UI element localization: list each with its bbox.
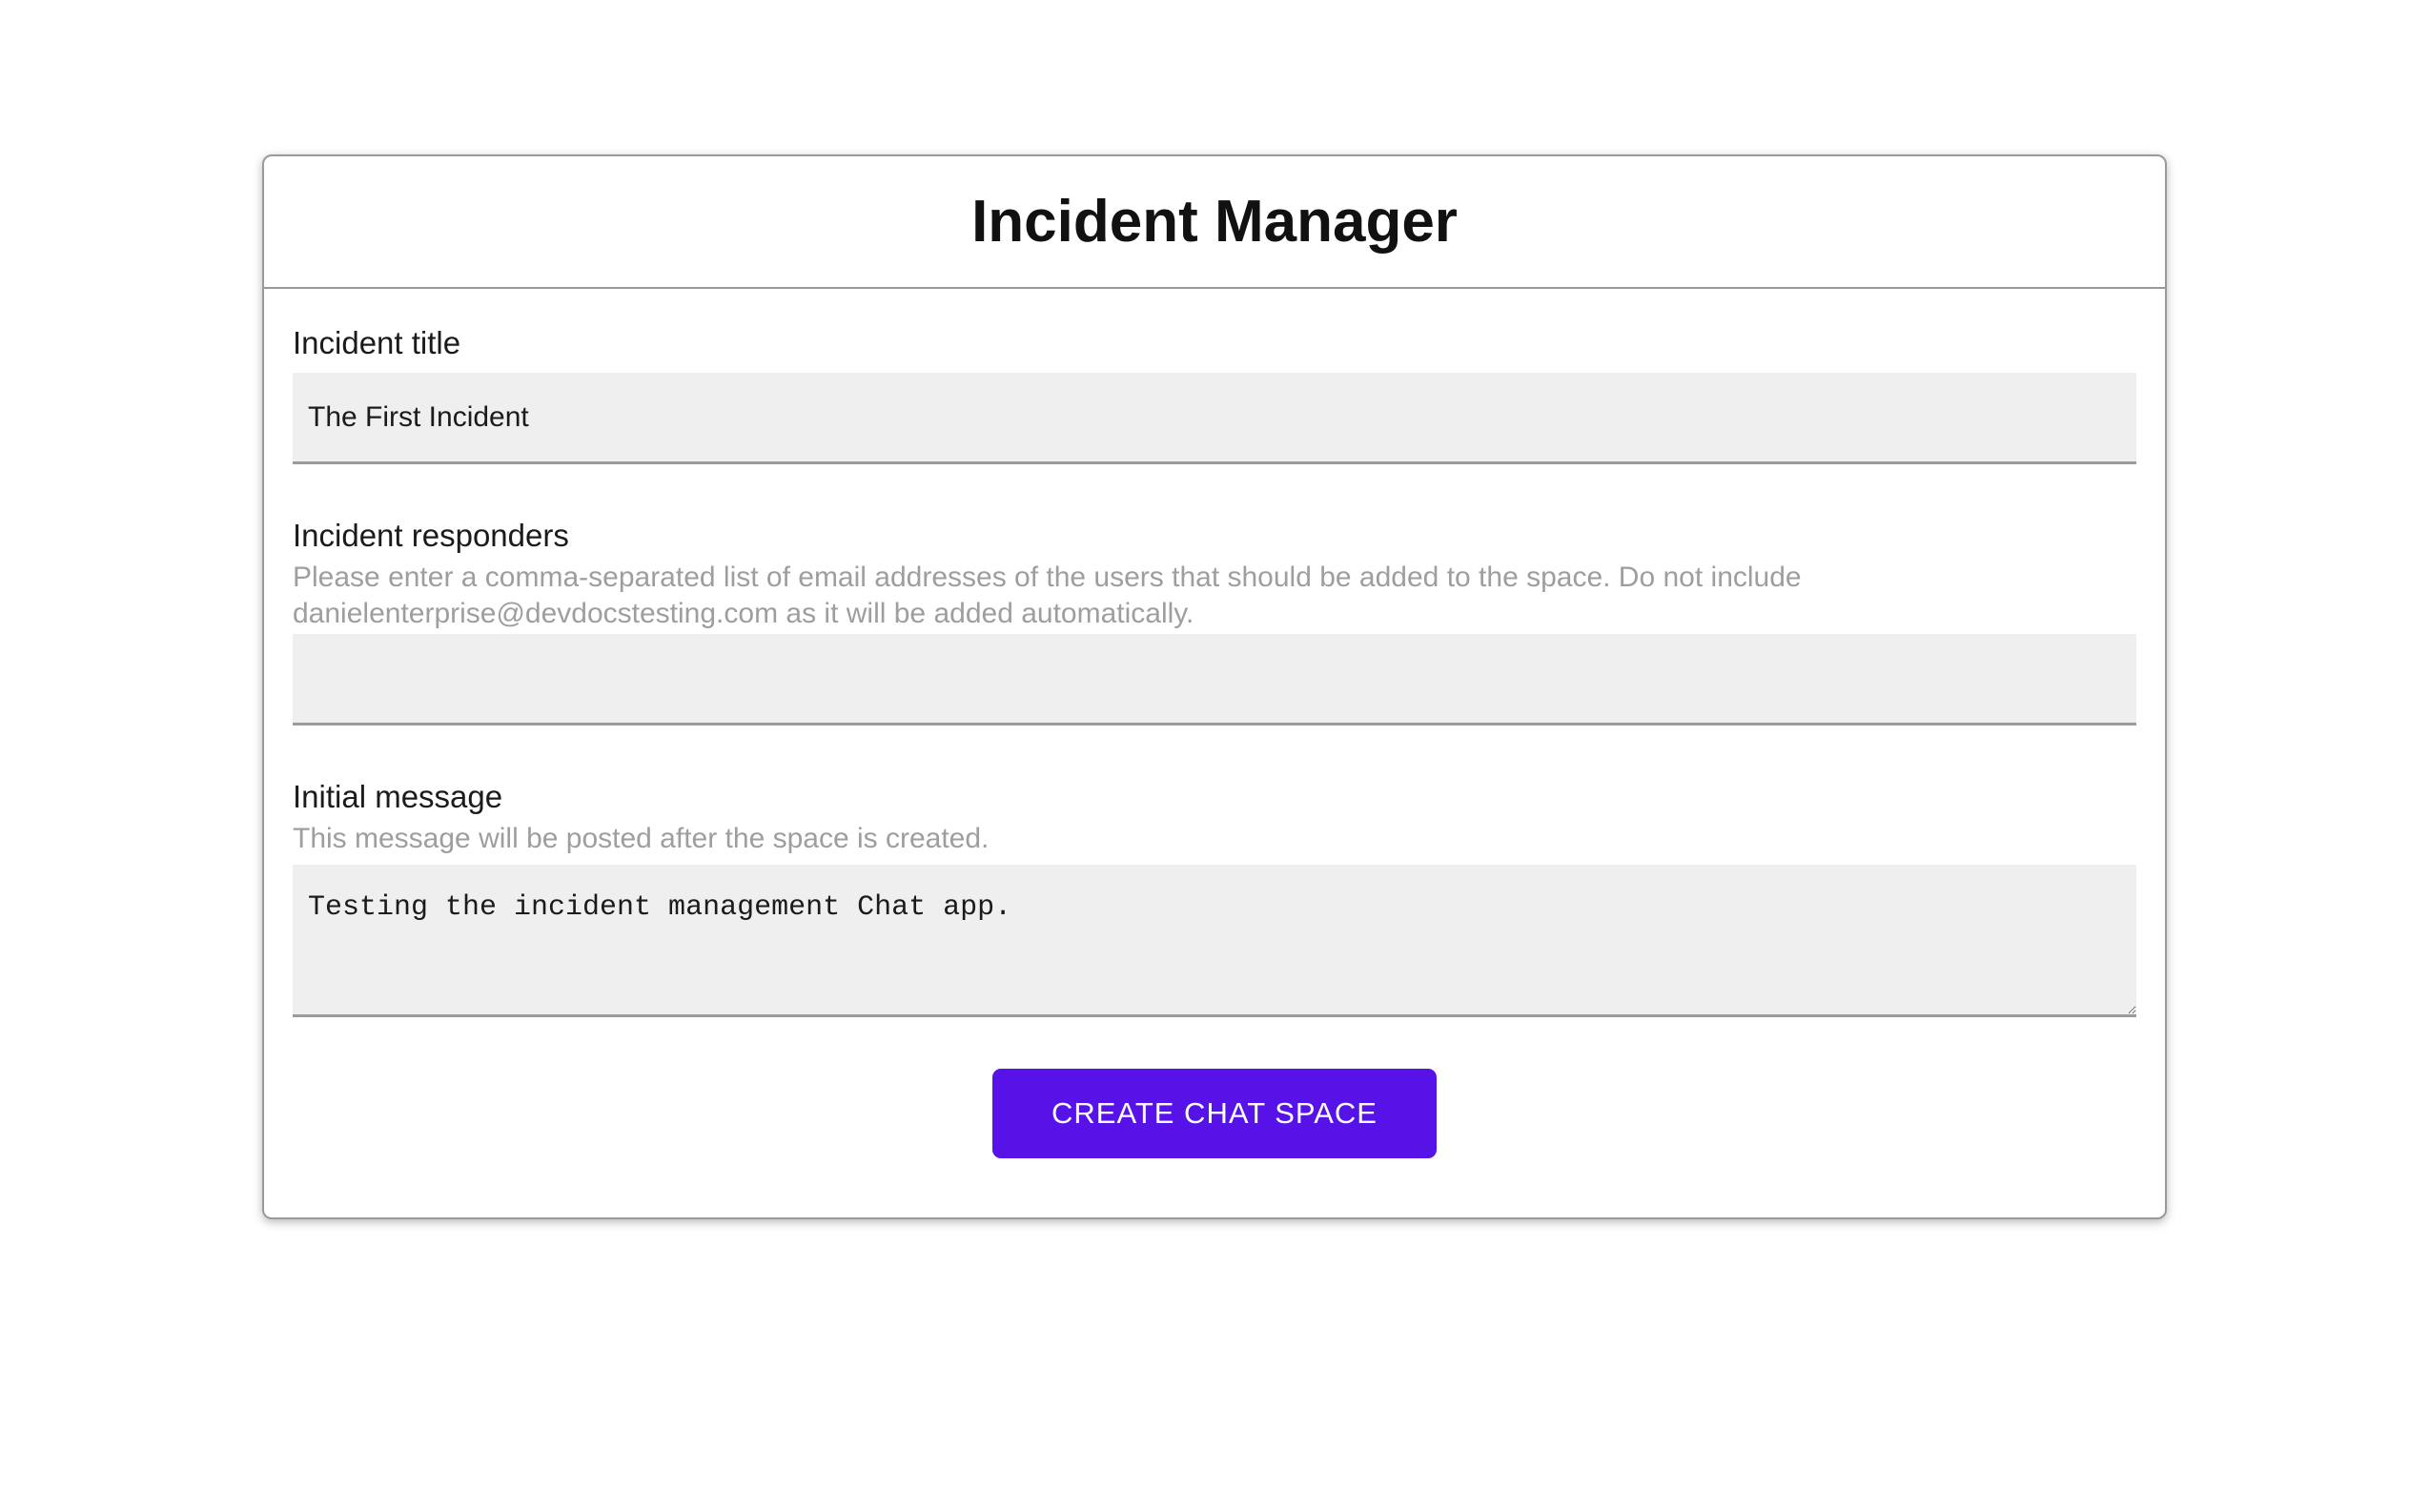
- page-title: Incident Manager: [971, 189, 1458, 255]
- create-chat-space-button[interactable]: CREATE CHAT SPACE: [992, 1069, 1437, 1158]
- card-header: [264, 156, 2165, 289]
- initial-message-textarea[interactable]: [293, 865, 2136, 1017]
- incident-responders-helper: Please enter a comma-separated list of email addresses of the users that should be added to the space. Do not include danielenterprise@devdocstesting.com as it will be added automatically.: [293, 562, 1802, 629]
- incident-responders-input[interactable]: [293, 634, 2136, 725]
- incident-title-input[interactable]: [293, 373, 2136, 464]
- incident-title-label: Incident title: [293, 325, 461, 360]
- incident-responders-label: Incident responders: [293, 518, 569, 553]
- button-row: [293, 1069, 2136, 1158]
- incident-manager-card: [262, 154, 2167, 1219]
- initial-message-label: Initial message: [293, 779, 503, 814]
- initial-message-helper: This message will be posted after the space is created.: [293, 823, 990, 854]
- incident-form: [264, 323, 2165, 1158]
